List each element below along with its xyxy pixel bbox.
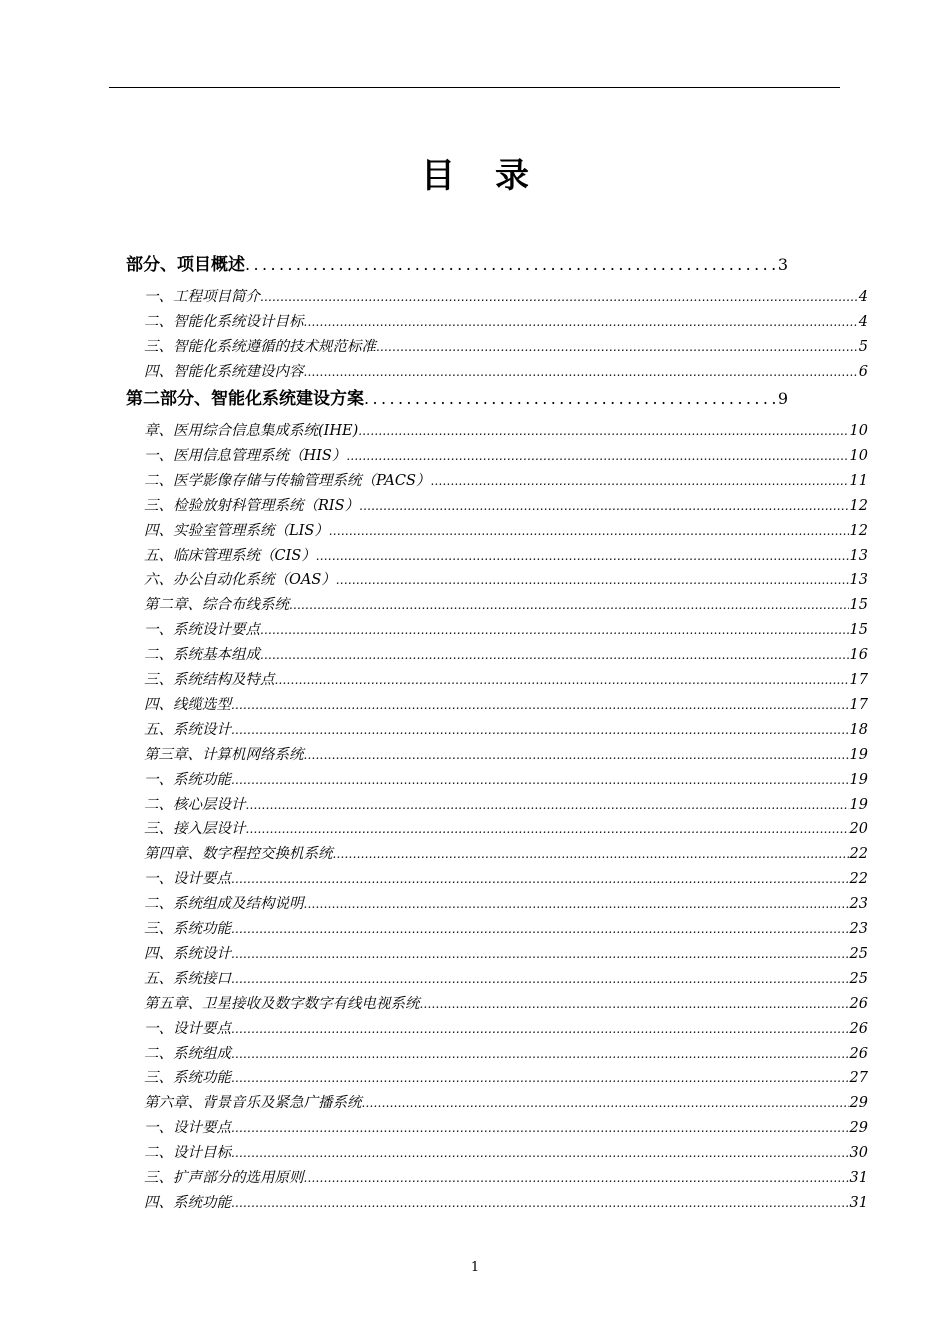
toc-label: 第三章、计算机网络系统 xyxy=(144,746,304,763)
title-char-2: 录 xyxy=(495,156,529,196)
toc-page-number: 25 xyxy=(849,970,868,987)
toc-entry[interactable] xyxy=(144,593,868,613)
dot-leader xyxy=(420,997,849,1011)
toc-entry[interactable] xyxy=(144,917,868,937)
toc-entry[interactable] xyxy=(144,360,868,380)
toc-label: 三、智能化系统遵循的技术规范标准 xyxy=(144,338,376,355)
toc-label: 一、设计要点 xyxy=(144,1120,231,1137)
toc-page-number: 23 xyxy=(849,921,868,937)
toc-entry[interactable] xyxy=(144,285,868,305)
toc-entry[interactable] xyxy=(144,335,868,355)
toc-entry[interactable] xyxy=(144,444,868,464)
toc-label: 部分、项目概述 xyxy=(126,255,245,274)
toc-entry[interactable] xyxy=(144,793,868,813)
toc-label: 一、工程项目简介 xyxy=(144,289,260,305)
toc-page-number: 12 xyxy=(849,522,868,539)
toc-label: 第二部分、智能化系统建设方案 xyxy=(126,389,364,408)
toc-entry[interactable] xyxy=(144,942,868,962)
toc-label: 五、系统设计 xyxy=(144,721,231,738)
toc-page-number: 22 xyxy=(849,846,868,863)
toc-page-number: 19 xyxy=(849,746,868,763)
toc-label: 第二章、综合布线系统 xyxy=(144,597,289,614)
toc-label: 二、系统组成 xyxy=(144,1045,231,1062)
toc-label: 四、线缆选型 xyxy=(144,696,231,713)
toc-page-number: 20 xyxy=(849,821,868,838)
dot-leader xyxy=(304,1171,849,1185)
toc-page-number: 5 xyxy=(858,338,868,355)
toc-page-number: 4 xyxy=(858,313,868,330)
dot-leader xyxy=(376,340,858,354)
dot-leader xyxy=(246,798,849,812)
toc-page-number: 25 xyxy=(849,945,868,962)
dot-leader xyxy=(304,365,858,379)
toc-part-entry[interactable] xyxy=(126,250,788,274)
toc-page-number: 29 xyxy=(849,1120,868,1137)
dot-leader xyxy=(231,872,849,886)
toc-label: 二、系统基本组成 xyxy=(144,647,260,664)
toc-entry[interactable] xyxy=(144,568,868,588)
dot-leader xyxy=(275,673,849,687)
toc-part-entry[interactable] xyxy=(126,384,788,408)
toc-entry[interactable] xyxy=(144,967,868,987)
toc-entry[interactable] xyxy=(144,1166,868,1186)
toc-label: 三、扩声部分的选用原则 xyxy=(144,1170,304,1186)
toc-entry[interactable] xyxy=(144,892,868,912)
dot-leader xyxy=(260,623,849,637)
dot-leader xyxy=(231,922,849,936)
dot-leader xyxy=(304,748,849,762)
toc-entry[interactable] xyxy=(144,519,868,539)
toc-page-number: 12 xyxy=(849,497,868,514)
toc-label: 章、医用综合信息集成系统(IHE) xyxy=(144,423,359,439)
dot-leader xyxy=(289,598,849,612)
toc-page-number: 11 xyxy=(849,472,868,489)
toc-page-number: 4 xyxy=(858,289,868,305)
toc-entry[interactable] xyxy=(144,718,868,738)
toc-entry[interactable] xyxy=(144,1066,868,1086)
toc-page-number: 31 xyxy=(849,1170,868,1186)
toc-label: 六、办公自动化系统（OAS） xyxy=(144,572,336,589)
toc-page-number: 18 xyxy=(849,721,868,738)
toc-entry[interactable] xyxy=(144,419,868,439)
dot-leader xyxy=(231,773,849,787)
dot-leader xyxy=(231,1146,849,1160)
header-rule xyxy=(109,87,840,88)
toc-page-number: 27 xyxy=(849,1070,868,1087)
toc-label: 一、设计要点 xyxy=(144,1020,231,1037)
toc-entry[interactable] xyxy=(144,743,868,763)
toc-label: 第五章、卫星接收及数字数字有线电视系统 xyxy=(144,995,420,1012)
dot-leader xyxy=(362,1096,849,1110)
toc-page-number: 17 xyxy=(849,672,868,688)
dot-leader xyxy=(260,290,858,304)
dot-leader xyxy=(329,524,849,538)
toc-page-number: 17 xyxy=(849,696,868,713)
dot-leader xyxy=(231,1071,849,1085)
toc-entry[interactable] xyxy=(144,1042,868,1062)
toc-entry[interactable] xyxy=(144,768,868,788)
toc-page-number: 26 xyxy=(849,995,868,1012)
toc-label: 二、医学影像存储与传输管理系统（PACS） xyxy=(144,472,431,489)
dot-leader xyxy=(231,698,849,712)
toc-page-number: 3 xyxy=(777,255,788,274)
dot-leader xyxy=(304,315,858,329)
page-title xyxy=(0,148,950,197)
toc-label: 四、实验室管理系统（LIS） xyxy=(144,522,329,539)
toc-label: 一、设计要点 xyxy=(144,871,231,888)
toc-label: 一、医用信息管理系统（HIS） xyxy=(144,447,347,464)
toc-page-number: 13 xyxy=(849,547,868,564)
toc-label: 一、系统功能 xyxy=(144,771,231,788)
toc-entry[interactable] xyxy=(144,842,868,862)
toc-label: 三、检验放射科管理系统（RIS） xyxy=(144,497,360,514)
toc-entry[interactable] xyxy=(144,469,868,489)
toc-entry[interactable] xyxy=(144,494,868,514)
toc-page-number: 26 xyxy=(849,1020,868,1037)
toc-label: 四、系统功能 xyxy=(144,1194,231,1211)
dot-leader xyxy=(245,255,776,274)
toc-entry[interactable] xyxy=(144,693,868,713)
dot-leader xyxy=(260,648,849,662)
toc-label: 二、设计目标 xyxy=(144,1145,231,1162)
dot-leader xyxy=(316,549,849,563)
dot-leader xyxy=(430,474,848,488)
dot-leader xyxy=(231,972,849,986)
toc-entry[interactable] xyxy=(144,544,868,564)
toc-page-number: 22 xyxy=(849,871,868,888)
toc-entry[interactable] xyxy=(144,1141,868,1161)
toc-label: 二、智能化系统设计目标 xyxy=(144,313,304,330)
toc-entry[interactable] xyxy=(144,867,868,887)
dot-leader xyxy=(333,847,849,861)
toc-page-number: 19 xyxy=(849,771,868,788)
page-number: 1 xyxy=(470,1260,480,1275)
toc-page-number: 29 xyxy=(849,1095,868,1112)
toc-page-number: 9 xyxy=(777,389,788,408)
toc-label: 四、系统设计 xyxy=(144,945,231,962)
dot-leader xyxy=(231,947,849,961)
toc-label: 三、接入层设计 xyxy=(144,821,246,838)
toc-label: 四、智能化系统建设内容 xyxy=(144,363,304,380)
toc-entry[interactable] xyxy=(144,1091,868,1111)
dot-leader xyxy=(304,897,849,911)
toc-label: 三、系统结构及特点 xyxy=(144,672,275,688)
toc-entry[interactable] xyxy=(144,1017,868,1037)
dot-leader xyxy=(346,449,848,463)
dot-leader xyxy=(231,1196,849,1210)
toc-label: 二、核心层设计 xyxy=(144,796,246,813)
toc-page-number: 15 xyxy=(849,597,868,614)
toc-label: 一、系统设计要点 xyxy=(144,622,260,639)
toc-entry[interactable] xyxy=(144,310,868,330)
toc-label: 第四章、数字程控交换机系统 xyxy=(144,846,333,863)
toc-entry[interactable] xyxy=(144,643,868,663)
dot-leader xyxy=(231,1022,849,1036)
toc-entry[interactable] xyxy=(144,992,868,1012)
toc-entry[interactable] xyxy=(144,817,868,837)
toc-label: 第六章、背景音乐及紧急广播系统 xyxy=(144,1095,362,1112)
toc-entry[interactable] xyxy=(144,1191,868,1211)
toc-label: 五、临床管理系统（CIS） xyxy=(144,547,316,564)
toc-entry[interactable] xyxy=(144,618,868,638)
toc-entry[interactable] xyxy=(144,1116,868,1136)
toc-page-number: 31 xyxy=(849,1194,868,1211)
dot-leader xyxy=(231,1121,849,1135)
title-char-1: 目 xyxy=(421,156,455,196)
toc-page-number: 26 xyxy=(849,1045,868,1062)
toc-page-number: 19 xyxy=(849,796,868,813)
toc-label: 二、系统组成及结构说明 xyxy=(144,896,304,913)
toc-label: 三、系统功能 xyxy=(144,921,231,937)
dot-leader xyxy=(336,573,849,587)
dot-leader xyxy=(364,389,776,408)
dot-leader xyxy=(359,499,848,513)
toc-page-number: 15 xyxy=(849,622,868,639)
toc-label: 三、系统功能 xyxy=(144,1070,231,1087)
dot-leader xyxy=(246,822,849,836)
toc-entry[interactable] xyxy=(144,668,868,688)
toc-page-number: 16 xyxy=(849,647,868,664)
toc-page-number: 23 xyxy=(849,896,868,913)
toc-page-number: 10 xyxy=(849,447,868,464)
toc-page-number: 30 xyxy=(849,1145,868,1162)
toc-page-number: 10 xyxy=(849,423,868,439)
toc-label: 五、系统接口 xyxy=(144,970,231,987)
toc-page-number: 13 xyxy=(849,572,868,589)
dot-leader xyxy=(231,723,849,737)
dot-leader xyxy=(231,1047,849,1061)
dot-leader xyxy=(358,424,848,438)
toc-page-number: 6 xyxy=(858,363,868,380)
